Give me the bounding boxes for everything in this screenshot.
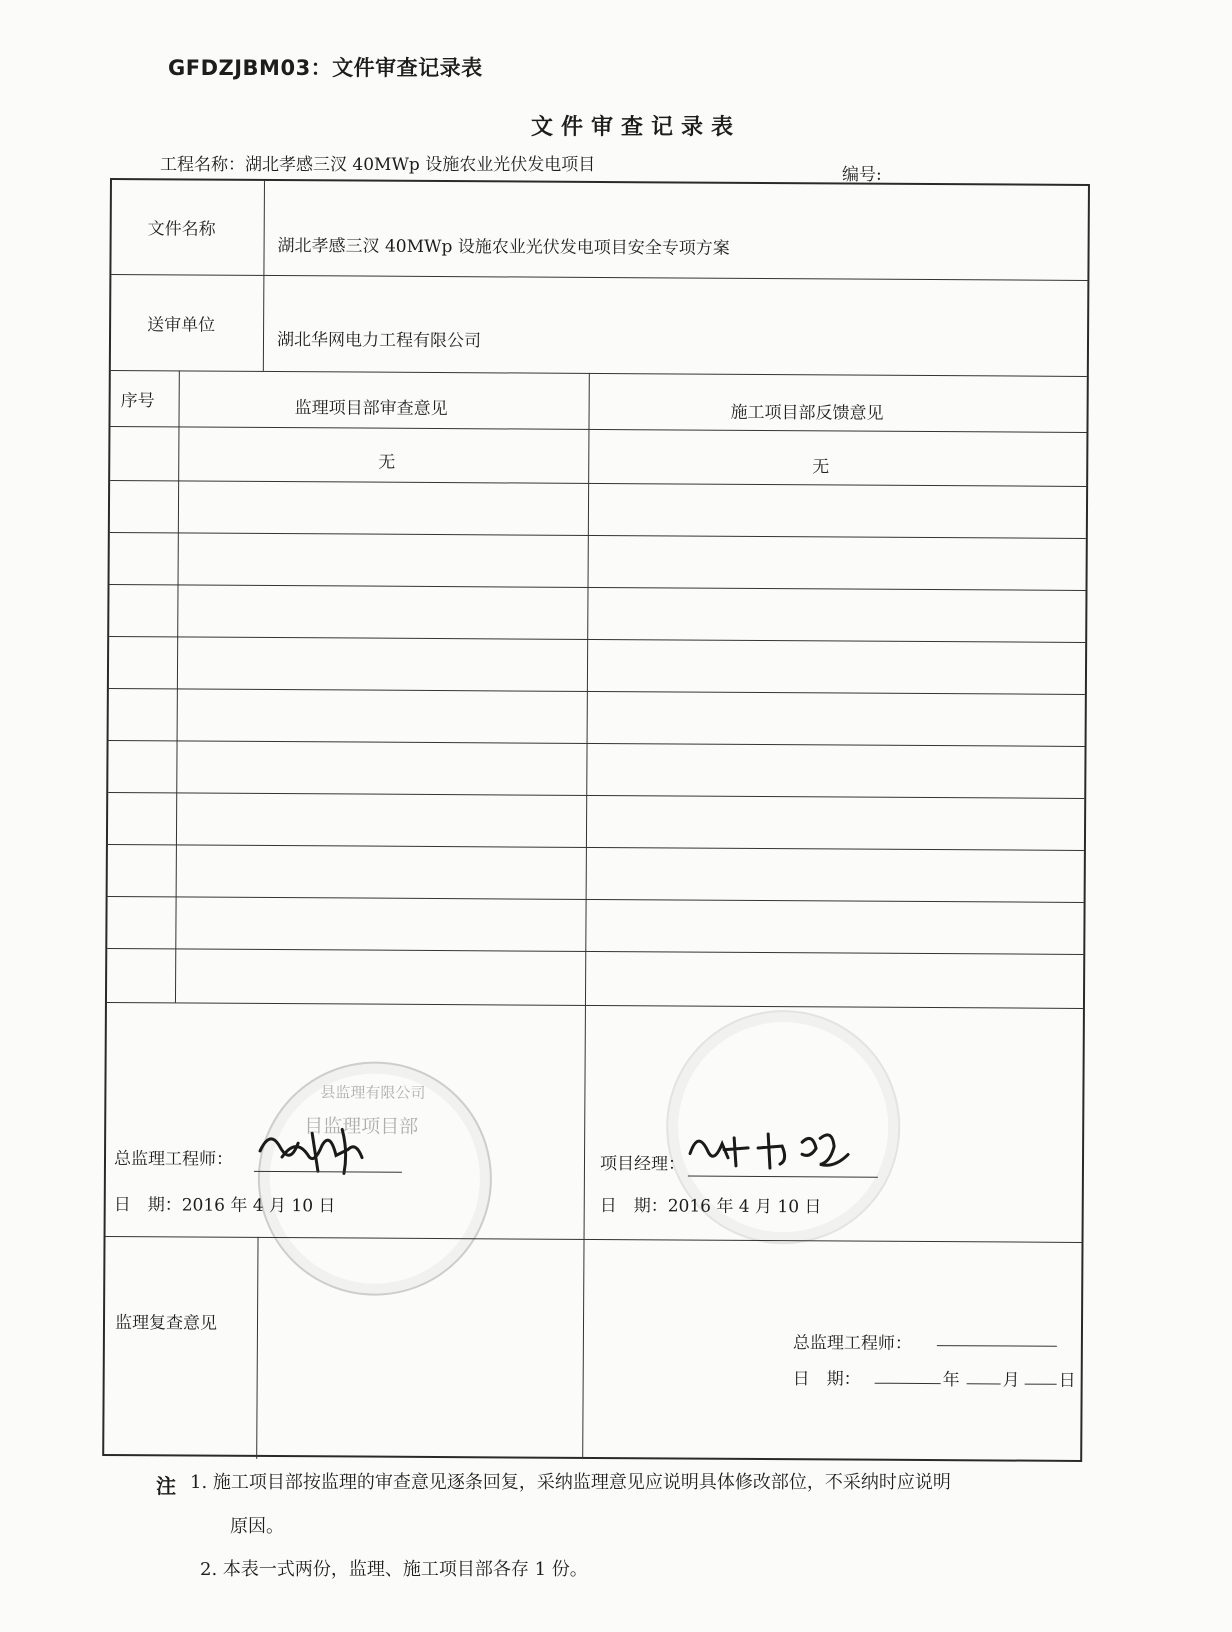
recheck-engineer-label: 总监理工程师： xyxy=(792,1333,912,1354)
left-date-row xyxy=(114,1190,336,1216)
notes-mark: 注 xyxy=(156,1474,176,1498)
row-divider xyxy=(106,1236,1082,1243)
table-row-divider xyxy=(110,584,1086,591)
day-label: 日 xyxy=(1058,1370,1076,1391)
note-item-1: 1. 施工项目部按监理的审查意见逐条回复，采纳监理意见应说明具体修改部位，不采纳时应说明 xyxy=(190,1472,951,1493)
seal-text-1: 县监理有限公司 xyxy=(320,1083,426,1102)
right-date-value: 2016 年 4 月 10 日 xyxy=(667,1196,822,1218)
table-row-divider xyxy=(108,844,1084,851)
table-row-divider xyxy=(108,792,1084,799)
table-header-divider xyxy=(110,426,1086,433)
no-column-divider xyxy=(175,370,180,1002)
chief-engineer-signature xyxy=(252,1121,392,1178)
submitting-unit-label: 送审单位 xyxy=(147,315,216,336)
file-name-value: 湖北孝感三汊 40MWp 设施农业光伏发电项目安全专项方案 xyxy=(277,236,730,259)
table-row-divider xyxy=(107,1002,1083,1009)
note-item-2: 2. 本表一式两份，监理、施工项目部各存 1 份。 xyxy=(200,1559,588,1580)
left-date-label: 日 期： xyxy=(113,1195,182,1216)
day-blank xyxy=(1025,1384,1057,1385)
right-date-label: 日 期： xyxy=(599,1196,668,1217)
project-line xyxy=(160,150,595,175)
recheck-label: 监理复查意见 xyxy=(114,1313,218,1334)
project-value: 湖北孝感三汊 40MWp 设施农业光伏发电项目 xyxy=(245,155,596,175)
seal-text-2: 目监理项目部 xyxy=(304,1115,419,1138)
recheck-date-label: 日 期： xyxy=(792,1369,861,1390)
review-form xyxy=(102,178,1090,1462)
table-row-divider xyxy=(109,740,1085,747)
recheck-engineer-line xyxy=(937,1345,1057,1347)
year-label: 年 xyxy=(942,1370,960,1391)
recheck-label-divider xyxy=(256,1237,258,1459)
project-manager-label: 项目经理： xyxy=(599,1154,686,1175)
year-blank xyxy=(875,1383,941,1384)
form-code: GFDZJBM03：文件审查记录表 xyxy=(168,56,483,80)
row1-feedback: 无 xyxy=(812,457,830,478)
table-row-divider xyxy=(110,480,1086,487)
chief-engineer-label: 总监理工程师： xyxy=(113,1149,234,1170)
row-divider xyxy=(111,274,1087,281)
submitting-unit-value: 湖北华网电力工程有限公司 xyxy=(276,330,482,352)
file-name-label: 文件名称 xyxy=(147,219,216,240)
note-item-1-continued: 原因。 xyxy=(230,1516,284,1537)
left-date-value: 2016 年 4 月 10 日 xyxy=(181,1195,336,1217)
row1-supervision: 无 xyxy=(378,452,396,473)
right-date-row xyxy=(600,1191,822,1217)
project-label: 工程名称： xyxy=(160,155,245,175)
project-manager-signature xyxy=(684,1124,864,1175)
col-header-no: 序号 xyxy=(120,391,155,412)
month-blank xyxy=(967,1383,1001,1384)
month-label: 月 xyxy=(1002,1370,1020,1391)
table-row-divider xyxy=(107,948,1083,955)
table-row-divider xyxy=(110,532,1086,539)
col-header-supervision: 监理项目部审查意见 xyxy=(294,398,448,420)
serial-label: 编号: xyxy=(842,165,882,185)
page-title: 文件审查记录表 xyxy=(530,115,741,140)
table-row-divider xyxy=(109,636,1085,643)
row-divider xyxy=(111,370,1087,377)
col-header-feedback: 施工项目部反馈意见 xyxy=(730,402,884,424)
table-row-divider xyxy=(108,896,1084,903)
table-row-divider xyxy=(109,688,1085,695)
